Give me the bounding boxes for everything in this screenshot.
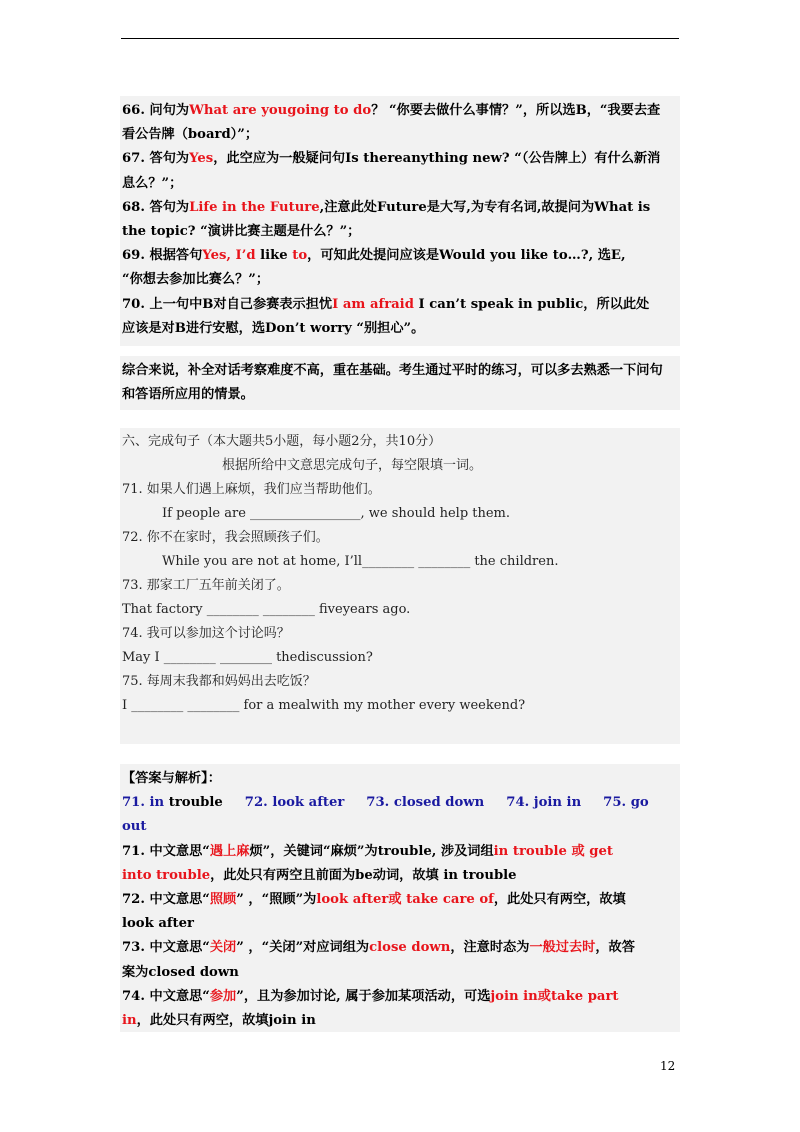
q71-sentence: If people are _________________, we should help them. [162, 506, 511, 521]
q73-chinese: 73. 那家工厂五年前关闭了。 [122, 578, 290, 593]
q73-sentence: That factory ________ ________ fiveyears ago. [122, 602, 411, 617]
section6-instruction: 根据所给中文意思完成句子，每空限填一词。 [222, 458, 483, 473]
answers-row-cont: out [122, 819, 147, 835]
explanation-66-line2: 看公告牌（board）”； [122, 127, 259, 143]
explanation-70-line1: 70. 上一句中B对自己参赛表示担忧I am afraid I can’t speak in public，所以此处 [122, 296, 650, 312]
q74-chinese: 74. 我可以参加这个讨论吗？ [122, 626, 290, 641]
answers-block [120, 764, 680, 1032]
explanation-69-line2: “你想去参加比赛么？”； [122, 272, 270, 288]
explanation-block-66-70 [120, 96, 680, 346]
explanation-66-line1: 66. 问句为What are yougoing to do？ “你要去做什么事情？”，所以选B，“我要去查 [122, 103, 661, 118]
q71-chinese: 71. 如果人们遇上麻烦，我们应当帮助他们。 [122, 482, 381, 497]
explanation-70-line2: 应该是对B进行安慰，选Don’t worry “别担心”。 [122, 320, 425, 336]
answer-71: 71. in trouble [122, 795, 223, 811]
explanation-73-line2: 案为closed down [122, 964, 239, 980]
section6-block [120, 428, 680, 744]
explanation-68-line2: the topic? “演讲比赛主题是什么？”； [122, 223, 361, 239]
page-number: 12 [660, 1059, 676, 1073]
header-rule [121, 38, 679, 39]
summary-block [120, 356, 680, 410]
explanation-71-line2: into trouble，此处只有两空且前面为be动词，故填 in trouble [122, 867, 517, 883]
explanation-68-line1: 68. 答句为Life in the Future,注意此处Future是大写,为专有名词,故提问为What is [122, 199, 651, 215]
q75-chinese: 75. 每周末我都和妈妈出去吃饭？ [122, 674, 316, 689]
answer-74: 74. join in [506, 795, 582, 811]
q72-sentence: While you are not at home, I’ll________ ________ the children. [162, 554, 559, 569]
explanation-69-line1: 69. 根据答句Yes, I’d like to，可知此处提问应该是Would you like to…?, 选E, [122, 248, 626, 264]
answers-row [122, 791, 678, 815]
explanation-73-line1: 73. 中文意思“关闭” ，“关闭”对应词组为close down，注意时态为一般过去时，故答 [122, 940, 635, 956]
explanation-67-line1: 67. 答句为Yes，此空应为一般疑问句Is thereanything new? “（公告牌上）有什么新消 [122, 151, 661, 167]
explanation-72-line2: look after [122, 916, 194, 932]
answer-75: 75. go [603, 795, 649, 811]
explanation-72-line1: 72. 中文意思“照顾” ，“照顾”为look after或 take care of，此处只有两空，故填 [122, 891, 626, 907]
explanation-74-line2: in，此处只有两空，故填join in [122, 1012, 316, 1028]
explanation-67-line2: 息么？”； [122, 175, 183, 191]
answers-heading: 【答案与解析】： [122, 771, 221, 786]
q72-chinese: 72. 你不在家时，我会照顾孩子们。 [122, 530, 329, 545]
explanation-71-line1: 71. 中文意思“遇上麻烦”，关键词“麻烦”为trouble, 涉及词组in trouble 或 get [122, 843, 613, 859]
summary-line1: 综合来说，补全对话考察难度不高，重在基础。考生通过平时的练习，可以多去熟悉一下问句 [122, 363, 663, 378]
q74-sentence: May I ________ ________ thediscussion? [122, 650, 373, 665]
q75-sentence: I ________ ________ for a mealwith my mother every weekend? [122, 698, 526, 713]
answer-73: 73. closed down [366, 795, 485, 811]
answer-72: 72. look after [244, 795, 345, 811]
summary-line2: 和答语所应用的情景。 [122, 387, 254, 403]
explanation-74-line1: 74. 中文意思“参加”，且为参加讨论, 属于参加某项活动，可选join in或take part [122, 988, 619, 1004]
section6-heading: 六、完成句子（本大题共5小题，每小题2分，共10分） [122, 434, 442, 449]
